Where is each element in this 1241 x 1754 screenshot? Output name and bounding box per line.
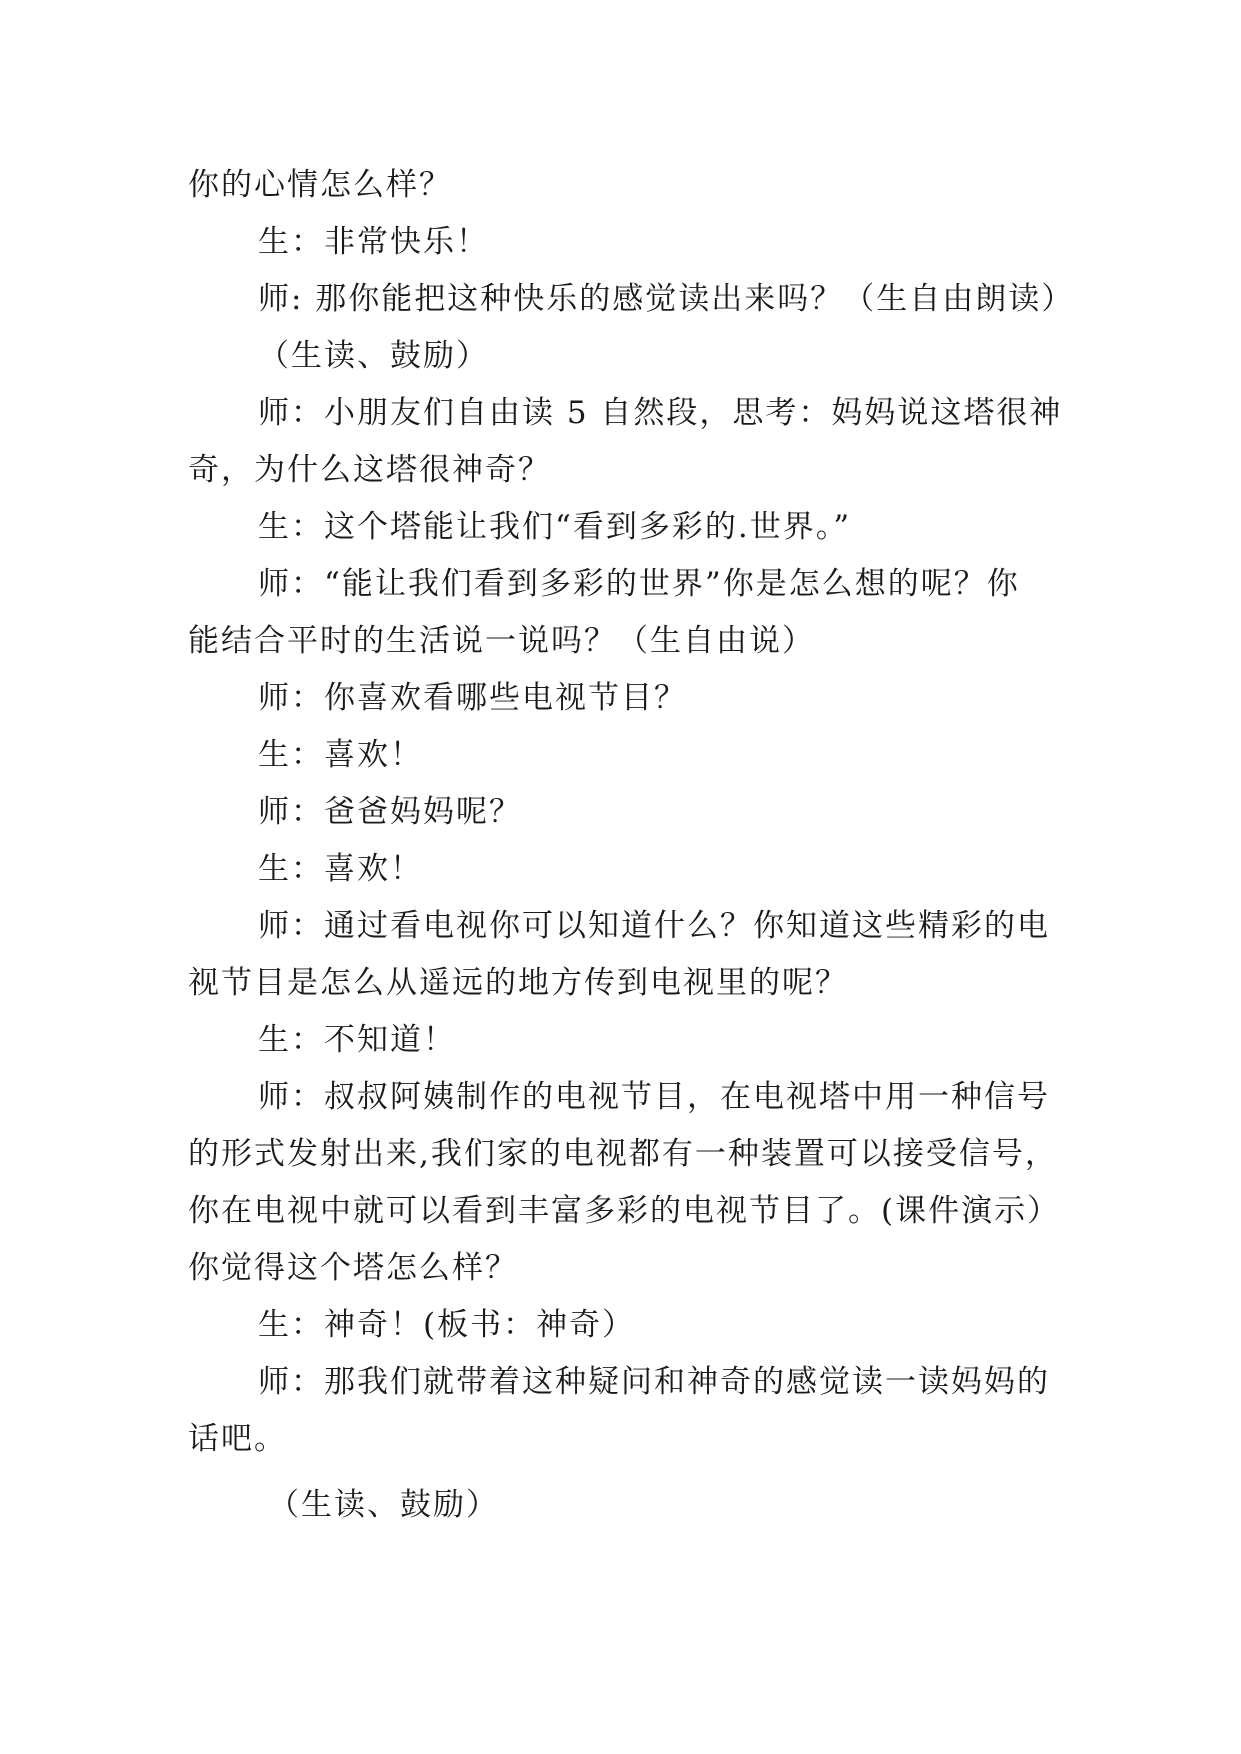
text-line: 生：喜欢！ bbox=[258, 851, 423, 887]
text-line: 师: 那你能把这种快乐的感觉读出来吗？（生自由朗读） bbox=[258, 281, 1075, 317]
text-line: 师：爸爸妈妈呢？ bbox=[258, 794, 522, 830]
text-line: 生：不知道！ bbox=[258, 1022, 456, 1058]
text-line: 视节目是怎么从遥远的地方传到电视里的呢？ bbox=[188, 965, 848, 1001]
text-line: 师：那我们就带着这种疑问和神奇的感觉读一读妈妈的 bbox=[258, 1364, 1050, 1400]
text-line: 的形式发射出来,我们家的电视都有一种装置可以接受信号， bbox=[188, 1136, 1058, 1172]
text-line: 师：“能让我们看到多彩的世界”你是怎么想的呢？你 bbox=[258, 566, 1020, 602]
text-line: 话吧。 bbox=[188, 1421, 287, 1457]
text-line: （生读、鼓励） bbox=[258, 338, 489, 374]
text-line: 能结合平时的生活说一说吗？（生自由说） bbox=[188, 623, 815, 659]
text-line: 生：神奇！(板书：神奇） bbox=[258, 1307, 636, 1343]
text-line: 你在电视中就可以看到丰富多彩的电视节目了。(课件演示） bbox=[188, 1193, 1061, 1229]
text-line: （生读、鼓励） bbox=[268, 1487, 499, 1523]
text-line: 生：喜欢！ bbox=[258, 737, 423, 773]
text-line: 师：叔叔阿姨制作的电视节目，在电视塔中用一种信号 bbox=[258, 1079, 1050, 1115]
text-line: 你的心情怎么样？ bbox=[188, 167, 452, 203]
text-line: 生：这个塔能让我们“看到多彩的.世界。” bbox=[258, 509, 852, 545]
text-line: 奇，为什么这塔很神奇？ bbox=[188, 452, 551, 488]
text-line: 师：你喜欢看哪些电视节目？ bbox=[258, 680, 687, 716]
text-line: 师：通过看电视你可以知道什么？你知道这些精彩的电 bbox=[258, 908, 1050, 944]
text-line: 生：非常快乐！ bbox=[258, 224, 489, 260]
text-line: 你觉得这个塔怎么样？ bbox=[188, 1250, 518, 1286]
text-line: 师：小朋友们自由读 5 自然段，思考：妈妈说这塔很神 bbox=[258, 395, 1063, 431]
